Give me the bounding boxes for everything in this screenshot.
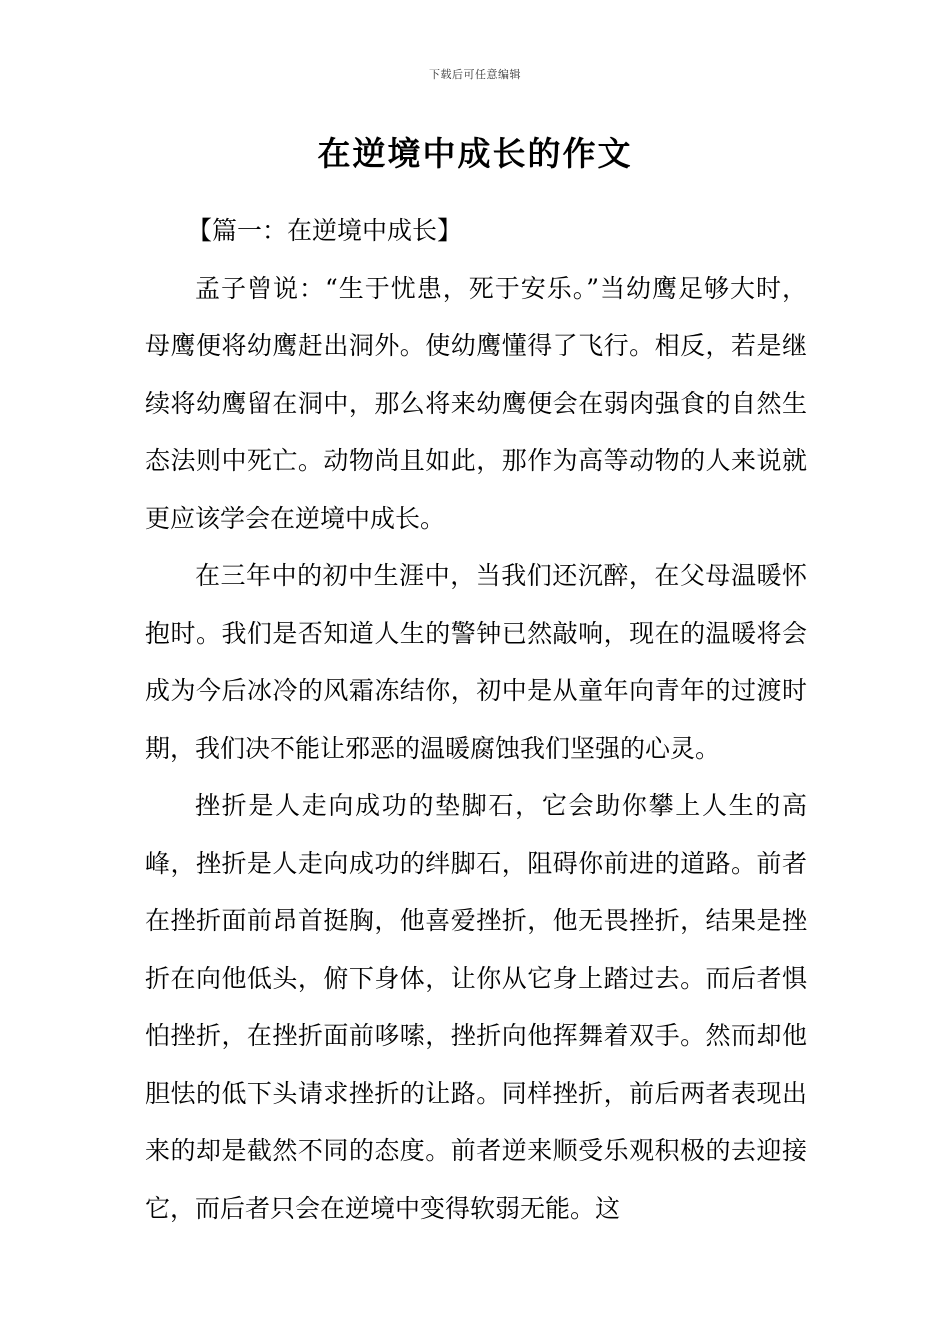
document-title: 在逆境中成长的作文 [317,134,633,173]
header-note: 下载后可任意编辑 [429,68,521,81]
document-body [145,202,807,1237]
paragraph-1: 孟子曾说：“生于忧患，死于安乐。”当幼鹰足够大时，母鹰便将幼鹰赶出洞外。使幼鹰懂得了飞行。相反，若是继续将幼鹰留在洞中，那么将来幼鹰便会在弱肉强食的自然生态法则中死亡。动物尚且如此，那作为高等动物的人来说就更应该学会在逆境中成长。 [145,273,807,533]
section-heading: 【篇一：在逆境中成长】 [187,216,463,245]
paragraph-2: 在三年中的初中生涯中，当我们还沉醉，在父母温暖怀抱时。我们是否知道人生的警钟已然敲响，现在的温暖将会成为今后冰冷的风霜冻结你，初中是从童年向青年的过渡时期，我们决不能让邪恶的温暖腐蚀我们坚强的心灵。 [145,561,807,763]
paragraph-3: 挫折是人走向成功的垫脚石，它会助你攀上人生的高峰，挫折是人走向成功的绊脚石，阻碍你前进的道路。前者在挫折面前昂首挺胸，他喜爱挫折，他无畏挫折，结果是挫折在向他低头，俯下身体，让你从它身上踏过去。而后者惧怕挫折，在挫折面前哆嗦，挫折向他挥舞着双手。然而却他胆怯的低下头请求挫折的让路。同样挫折，前后两者表现出来的却是截然不同的态度。前者逆来顺受乐观积极的去迎接它，而后者只会在逆境中变得软弱无能。这 [145,791,807,1223]
